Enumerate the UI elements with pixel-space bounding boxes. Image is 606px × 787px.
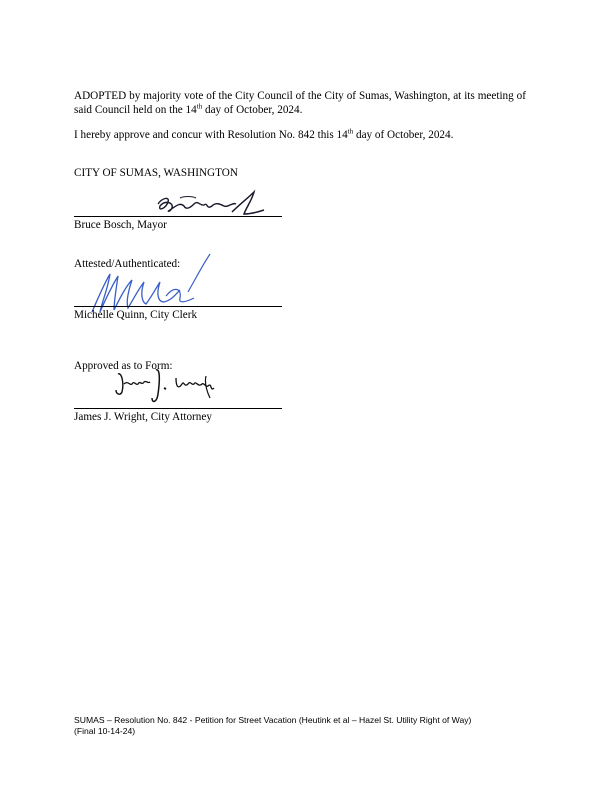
approved-label: Approved as to Form: bbox=[74, 360, 173, 372]
attorney-signature bbox=[114, 364, 224, 410]
clerk-name: Michelle Quinn, City Clerk bbox=[74, 309, 198, 321]
attorney-signature-line bbox=[74, 408, 282, 409]
footer-line-1: SUMAS – Resolution No. 842 - Petition for Street Vacation (Heutink et al – Hazel St. Utility Right of Way) bbox=[74, 715, 472, 725]
adoption-paragraph: ADOPTED by majority vote of the City Council of the City of Sumas, Washington, at its meeting of said Council held on the 14th day of October, 2024. bbox=[74, 90, 526, 116]
attorney-name: James J. Wright, City Attorney bbox=[74, 411, 212, 423]
clerk-signature-line bbox=[74, 306, 282, 307]
city-heading: CITY OF SUMAS, WASHINGTON bbox=[74, 167, 238, 179]
approval-paragraph: I hereby approve and concur with Resolution No. 842 this 14th day of October, 2024. bbox=[74, 127, 454, 141]
mayor-name: Bruce Bosch, Mayor bbox=[74, 219, 167, 231]
document-footer bbox=[74, 715, 544, 737]
attested-label: Attested/Authenticated: bbox=[74, 258, 181, 270]
mayor-signature-line bbox=[74, 216, 282, 217]
footer-line-2: (Final 10-14-24) bbox=[74, 726, 136, 736]
